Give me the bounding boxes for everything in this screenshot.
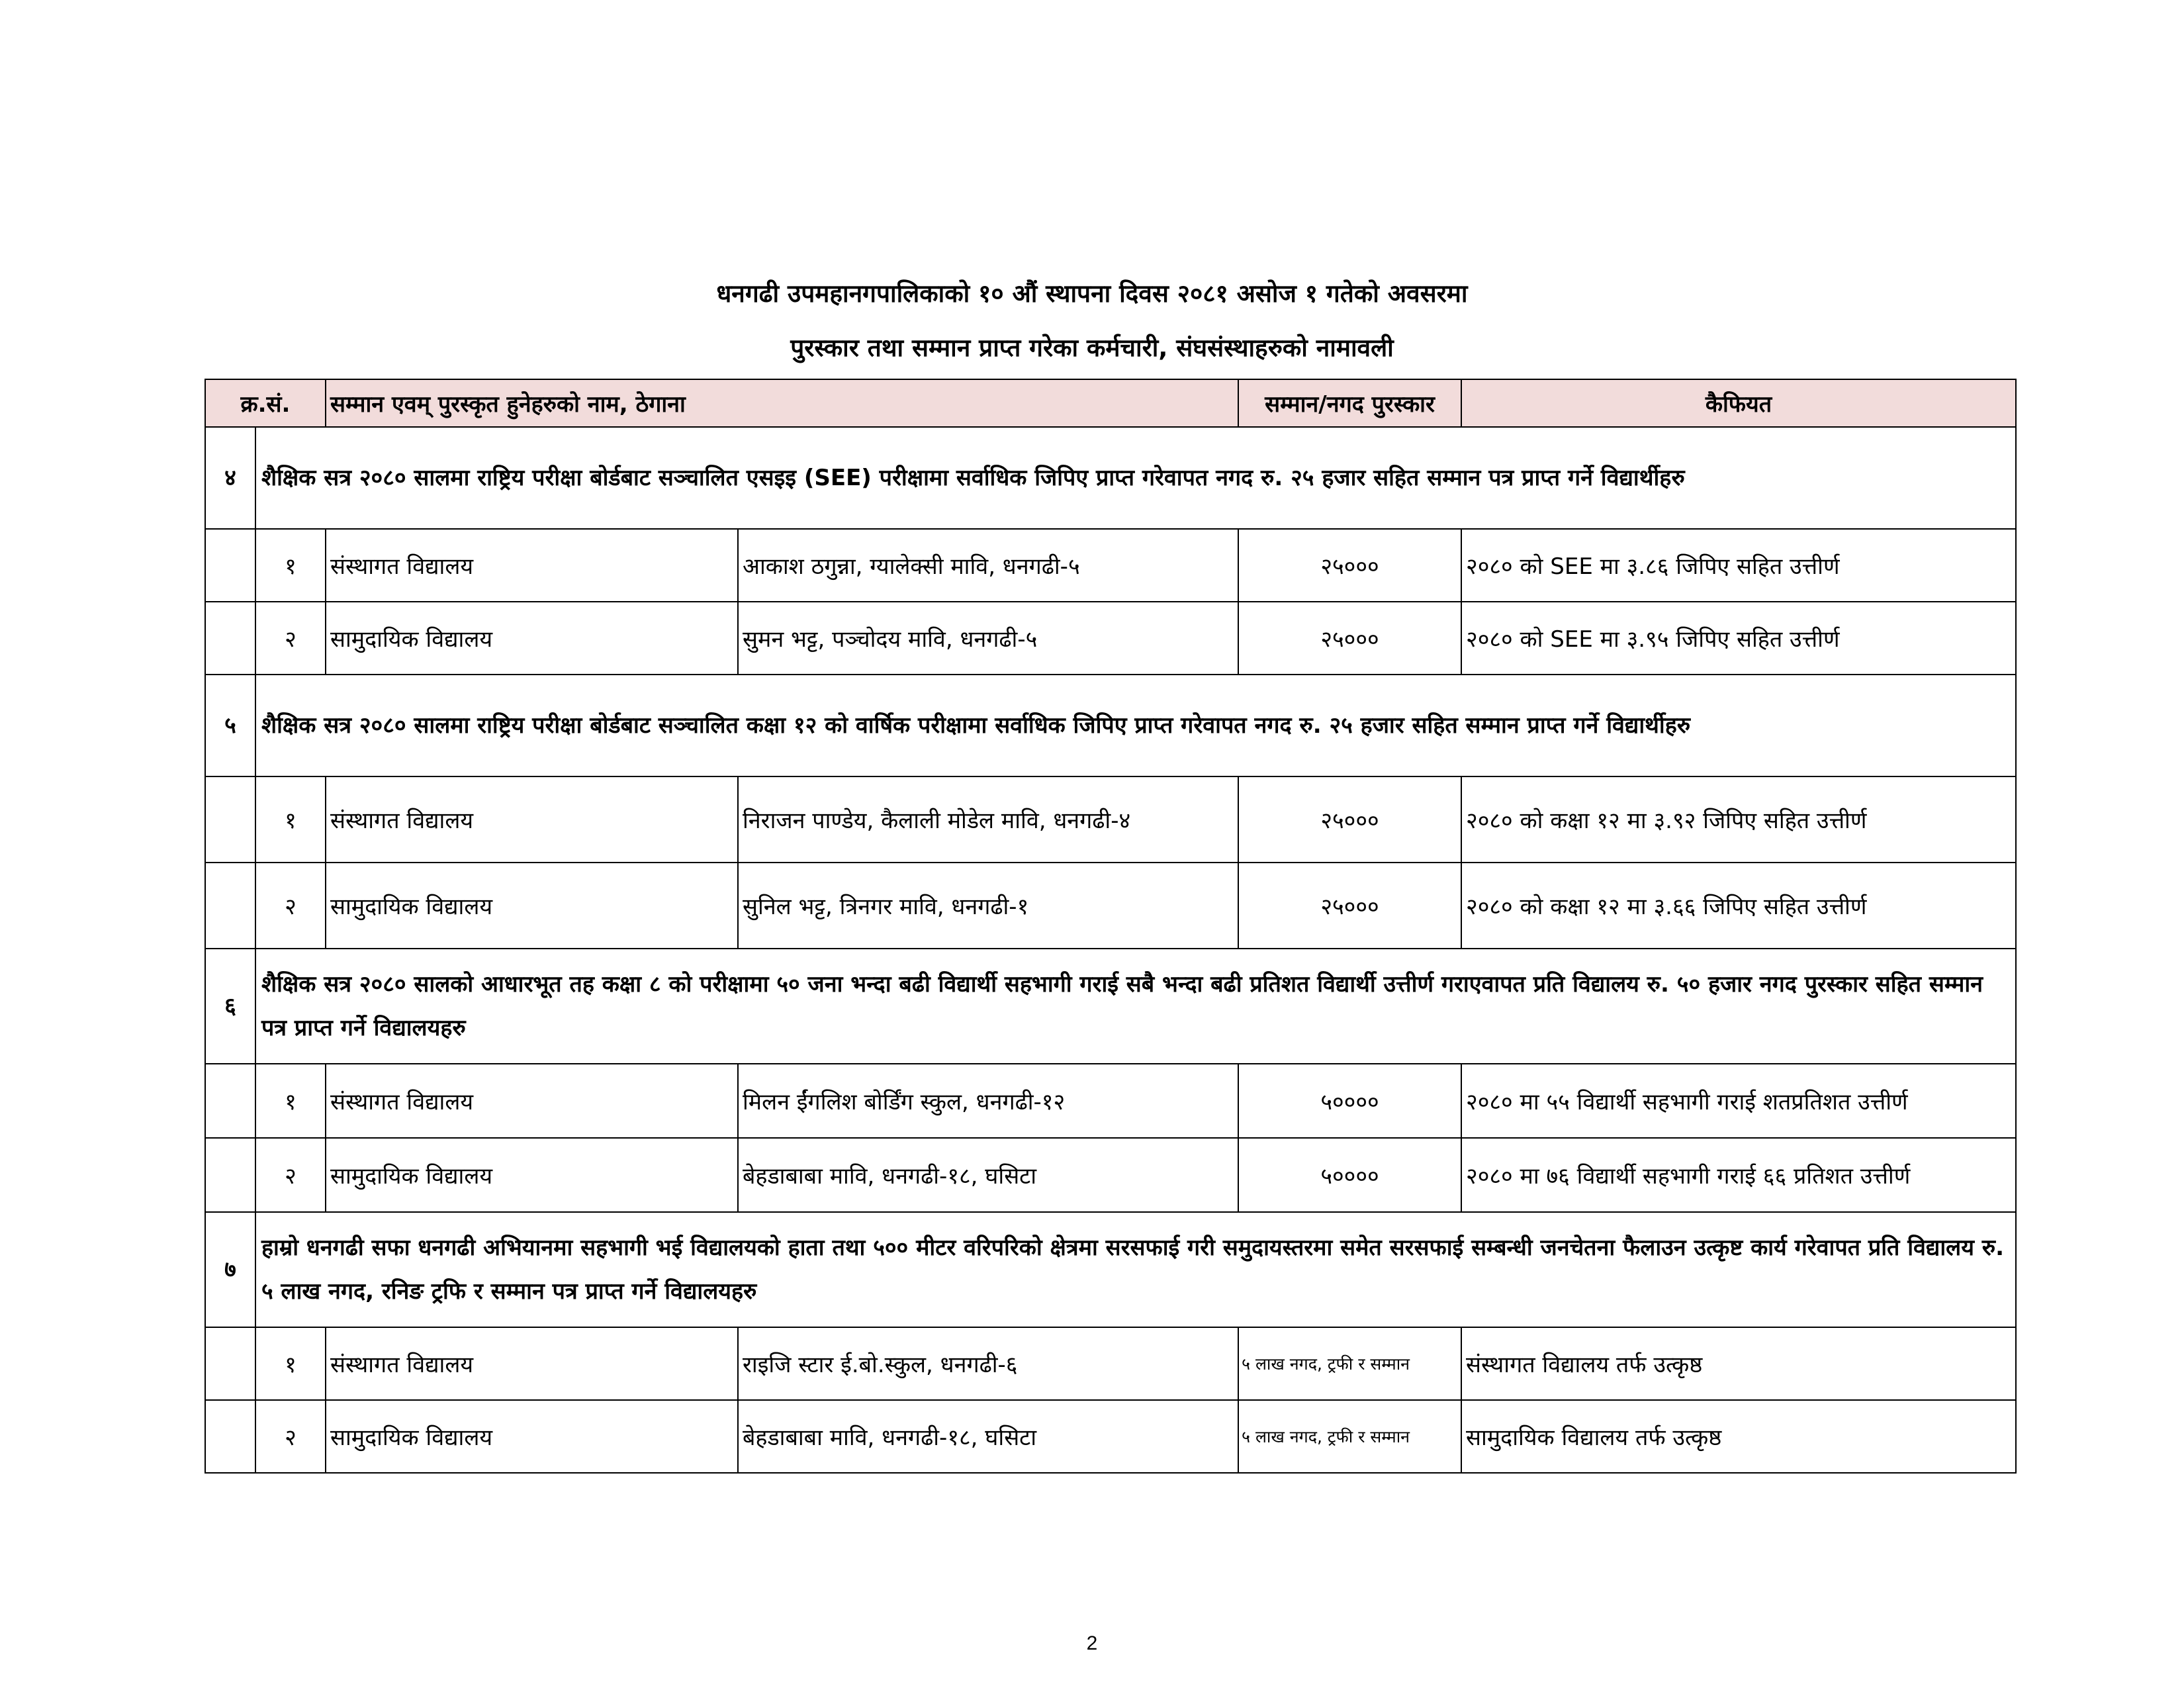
remarks-cell: संस्थागत विद्यालय तर्फ उत्कृष्ठ xyxy=(1461,1327,2016,1400)
section-row xyxy=(205,427,2016,529)
section-number: ५ xyxy=(205,675,255,776)
recipient-name-address: सुनिल भट्ट, त्रिनगर मावि, धनगढी-१ xyxy=(738,863,1238,949)
row-number: २ xyxy=(255,1138,326,1212)
row-number: २ xyxy=(255,1400,326,1473)
school-category: संस्थागत विद्यालय xyxy=(326,1327,738,1400)
empty-cell xyxy=(205,1138,255,1212)
header-award: सम्मान/नगद पुरस्कार xyxy=(1238,379,1461,427)
recipient-name-address: राइजि स्टार ई.बो.स्कुल, धनगढी-६ xyxy=(738,1327,1238,1400)
document-title-line-1: धनगढी उपमहानगपालिकाको १० औं स्थापना दिवस २०८१ असोज १ गतेको अवसरमा xyxy=(716,279,1468,308)
row-number: १ xyxy=(255,776,326,863)
remarks-cell: २०८० को कक्षा १२ मा ३.६६ जिपिए सहित उत्तीर्ण xyxy=(1461,863,2016,949)
empty-cell xyxy=(205,1400,255,1473)
recipient-name-address: सुमन भट्ट, पञ्चोदय मावि, धनगढी-५ xyxy=(738,602,1238,675)
recipient-name-address: आकाश ठगुन्ना, ग्यालेक्सी मावि, धनगढी-५ xyxy=(738,529,1238,602)
table-row xyxy=(205,602,2016,675)
award-amount: २५००० xyxy=(1238,776,1461,863)
table-row xyxy=(205,1064,2016,1138)
remarks-cell: २०८० को कक्षा १२ मा ३.९२ जिपिए सहित उत्तीर्ण xyxy=(1461,776,2016,863)
remarks-cell: सामुदायिक विद्यालय तर्फ उत्कृष्ठ xyxy=(1461,1400,2016,1473)
section-row xyxy=(205,949,2016,1064)
recipient-name-address: मिलन ईंगलिश बोर्डिंग स्कुल, धनगढी-१२ xyxy=(738,1064,1238,1138)
header-remarks: कैफियत xyxy=(1461,379,2016,427)
school-category: संस्थागत विद्यालय xyxy=(326,529,738,602)
school-category: सामुदायिक विद्यालय xyxy=(326,602,738,675)
row-number: १ xyxy=(255,1064,326,1138)
table-row xyxy=(205,776,2016,863)
school-category: संस्थागत विद्यालय xyxy=(326,776,738,863)
school-category: सामुदायिक विद्यालय xyxy=(326,863,738,949)
section-title: शैक्षिक सत्र २०८० सालमा राष्ट्रिय परीक्षा बोर्डबाट सञ्चालित एसइइ (SEE) परीक्षामा सर्वाधिक जिपिए प्राप्त गरेवापत नगद रु. २५ हजार सहित सम्मान पत्र प्राप्त गर्ने विद्यार्थीहरु xyxy=(255,427,2016,529)
remarks-cell: २०८० मा ७६ विद्यार्थी सहभागी गराई ६६ प्रतिशत उत्तीर्ण xyxy=(1461,1138,2016,1212)
award-amount: २५००० xyxy=(1238,529,1461,602)
row-number: १ xyxy=(255,1327,326,1400)
section-row xyxy=(205,675,2016,776)
school-category: संस्थागत विद्यालय xyxy=(326,1064,738,1138)
table-row xyxy=(205,863,2016,949)
table-row xyxy=(205,1138,2016,1212)
recipient-name-address: बेहडाबाबा मावि, धनगढी-१८, घसिटा xyxy=(738,1138,1238,1212)
section-title: हाम्रो धनगढी सफा धनगढी अभियानमा सहभागी भई विद्यालयको हाता तथा ५०० मीटर वरिपरिको क्षेत्रमा सरसफाई गरी समुदायस्तरमा समेत सरसफाई सम्बन्धी जनचेतना फैलाउन उत्कृष्ट कार्य गरेवापत प्रति विद्यालय रु. ५ लाख नगद, रनिङ ट्रफि र सम्मान पत्र प्राप्त गर्ने विद्यालयहरु xyxy=(255,1212,2016,1327)
remarks-cell: २०८० को SEE मा ३.८६ जिपिए सहित उत्तीर्ण xyxy=(1461,529,2016,602)
award-amount: २५००० xyxy=(1238,863,1461,949)
empty-cell xyxy=(205,863,255,949)
section-title: शैक्षिक सत्र २०८० सालको आधारभूत तह कक्षा ८ को परीक्षामा ५० जना भन्दा बढी विद्यार्थी सहभागी गराई सबै भन्दा बढी प्रतिशत विद्यार्थी उत्तीर्ण गराएवापत प्रति विद्यालय रु. ५० हजार नगद पुरस्कार सहित सम्मान पत्र प्राप्त गर्ने विद्यालयहरु xyxy=(255,949,2016,1064)
remarks-cell: २०८० मा ५५ विद्यार्थी सहभागी गराई शतप्रतिशत उत्तीर्ण xyxy=(1461,1064,2016,1138)
award-amount: २५००० xyxy=(1238,602,1461,675)
empty-cell xyxy=(205,1064,255,1138)
table-row xyxy=(205,529,2016,602)
document-title-line-2: पुरस्कार तथा सम्मान प्राप्त गरेका कर्मचारी, संघसंस्थाहरुको नामावली xyxy=(790,334,1394,362)
empty-cell xyxy=(205,529,255,602)
section-number: ६ xyxy=(205,949,255,1064)
table-header-row xyxy=(205,379,2016,427)
row-number: १ xyxy=(255,529,326,602)
header-serial: क्र.सं. xyxy=(205,379,326,427)
recipient-name-address: बेहडाबाबा मावि, धनगढी-१८, घसिटा xyxy=(738,1400,1238,1473)
section-number: ७ xyxy=(205,1212,255,1327)
recipient-name-address: निराजन पाण्डेय, कैलाली मोडेल मावि, धनगढी-४ xyxy=(738,776,1238,863)
empty-cell xyxy=(205,1327,255,1400)
section-number: ४ xyxy=(205,427,255,529)
award-amount: ५ लाख नगद, ट्रफी र सम्मान xyxy=(1238,1327,1461,1400)
remarks-cell: २०८० को SEE मा ३.९५ जिपिए सहित उत्तीर्ण xyxy=(1461,602,2016,675)
empty-cell xyxy=(205,602,255,675)
section-row xyxy=(205,1212,2016,1327)
header-name-address: सम्मान एवम् पुरस्कृत हुनेहरुको नाम, ठेगाना xyxy=(326,379,1238,427)
school-category: सामुदायिक विद्यालय xyxy=(326,1400,738,1473)
award-amount: ५ लाख नगद, ट्रफी र सम्मान xyxy=(1238,1400,1461,1473)
award-amount: ५०००० xyxy=(1238,1064,1461,1138)
row-number: २ xyxy=(255,602,326,675)
page-number: 2 xyxy=(1086,1632,1098,1654)
table-row xyxy=(205,1400,2016,1473)
section-title: शैक्षिक सत्र २०८० सालमा राष्ट्रिय परीक्षा बोर्डबाट सञ्चालित कक्षा १२ को वार्षिक परीक्षामा सर्वाधिक जिपिए प्राप्त गरेवापत नगद रु. २५ हजार सहित सम्मान प्राप्त गर्ने विद्यार्थीहरु xyxy=(255,675,2016,776)
award-amount: ५०००० xyxy=(1238,1138,1461,1212)
school-category: सामुदायिक विद्यालय xyxy=(326,1138,738,1212)
table-row xyxy=(205,1327,2016,1400)
row-number: २ xyxy=(255,863,326,949)
empty-cell xyxy=(205,776,255,863)
award-recipients-table xyxy=(205,379,2017,1474)
